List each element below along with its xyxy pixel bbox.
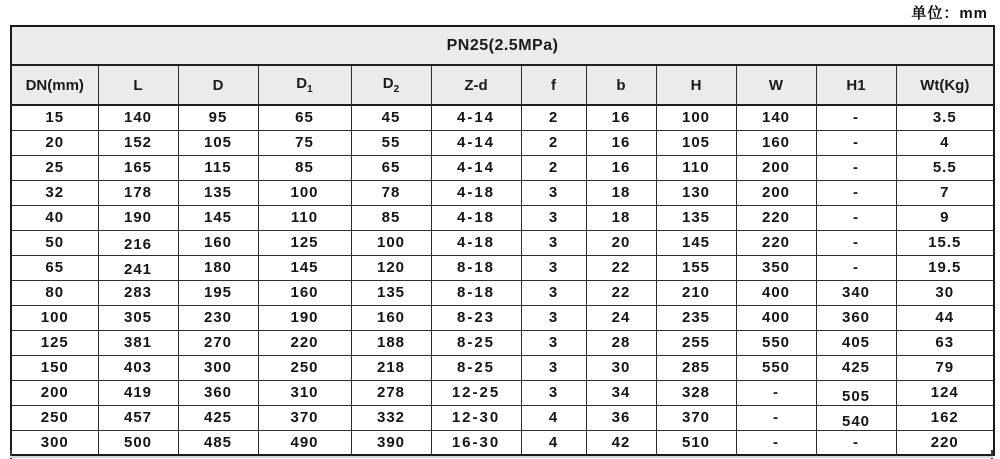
column-header-d1: $D_1$ [258, 65, 351, 105]
table-cell: 135 [178, 180, 258, 205]
table-cell: 255 [656, 330, 736, 355]
table-cell: 505 [816, 384, 896, 409]
table-cell: 190 [258, 305, 351, 330]
column-header-zd: Z-d [431, 65, 521, 105]
table-cell: 8-25 [431, 330, 521, 355]
table-row [11, 180, 994, 205]
table-row [11, 205, 994, 230]
table-cell: 95 [178, 105, 258, 130]
unit-label: 单位：mm [911, 5, 988, 22]
table-cell: 150 [11, 355, 98, 380]
cropped-next-row-line [10, 456, 993, 458]
table-row [11, 105, 994, 130]
table-cell: 78 [351, 180, 431, 205]
table-cell: 4-14 [431, 105, 521, 130]
table-cell: 270 [178, 330, 258, 355]
table-cell: 105 [656, 130, 736, 155]
table-cell: 220 [736, 205, 816, 230]
table-cell: 16 [586, 105, 656, 130]
table-cell: 160 [736, 130, 816, 155]
table-row [11, 155, 994, 180]
table-cell: 160 [178, 230, 258, 255]
table-cell: 162 [896, 405, 994, 430]
table-cell: 125 [11, 330, 98, 355]
table-cell: 44 [896, 305, 994, 330]
table-cell: 4-18 [431, 205, 521, 230]
table-cell: 370 [258, 405, 351, 430]
table-cell: 22 [586, 280, 656, 305]
table-cell: 34 [586, 380, 656, 405]
table-cell: 42 [586, 430, 656, 455]
table-cell: 3 [521, 380, 586, 405]
table-cell: 160 [258, 280, 351, 305]
table-cell: 400 [736, 305, 816, 330]
table-cell: 45 [351, 105, 431, 130]
table-cell: 105 [178, 130, 258, 155]
table-cell: 30 [896, 280, 994, 305]
table-cell: 300 [178, 355, 258, 380]
table-cell: 3.5 [896, 105, 994, 130]
table-cell: 152 [98, 130, 178, 155]
table-cell: 3 [521, 280, 586, 305]
spec-table [10, 25, 995, 456]
table-cell: 100 [351, 230, 431, 255]
table-cell: 79 [896, 355, 994, 380]
table-cell: 165 [98, 155, 178, 180]
table-cell: 50 [11, 230, 98, 255]
table-cell: 328 [656, 380, 736, 405]
table-cell: 425 [178, 405, 258, 430]
table-cell: 3 [521, 205, 586, 230]
table-cell: 25 [11, 155, 98, 180]
table-cell: - [816, 230, 896, 255]
table-cell: 2 [521, 130, 586, 155]
table-cell: 4 [521, 405, 586, 430]
table-cell: 155 [656, 255, 736, 280]
table-cell: 332 [351, 405, 431, 430]
table-cell: 24 [586, 305, 656, 330]
table-cell: 16-30 [431, 430, 521, 455]
column-header-f: f [521, 65, 586, 105]
table-title-row [11, 26, 994, 65]
table-cell: 8-18 [431, 280, 521, 305]
table-cell: 145 [656, 230, 736, 255]
table-cell: 285 [656, 355, 736, 380]
table-cell: 4-14 [431, 155, 521, 180]
table-cell: 110 [656, 155, 736, 180]
table-cell: 300 [11, 430, 98, 455]
table-cell: 12-30 [431, 405, 521, 430]
table-cell: 55 [351, 130, 431, 155]
table-cell: 220 [258, 330, 351, 355]
table-cell: 100 [11, 305, 98, 330]
table-cell: 216 [98, 232, 178, 257]
table-cell: 250 [11, 405, 98, 430]
table-cell: 200 [736, 155, 816, 180]
table-cell: 230 [178, 305, 258, 330]
table-cell: 18 [586, 180, 656, 205]
table-cell: 218 [351, 355, 431, 380]
table-cell: 145 [178, 205, 258, 230]
table-cell: 188 [351, 330, 431, 355]
table-cell: 7 [896, 180, 994, 205]
table-cell: 145 [258, 255, 351, 280]
table-cell: 200 [11, 380, 98, 405]
table-cell: 140 [736, 105, 816, 130]
table-cell: 510 [656, 430, 736, 455]
table-row [11, 380, 994, 405]
column-header-l: L [98, 65, 178, 105]
table-cell: 350 [736, 255, 816, 280]
table-cell: 65 [258, 105, 351, 130]
table-cell: 15 [11, 105, 98, 130]
table-title: PN25(2.5MPa) [11, 26, 994, 65]
column-header-h1: H1 [816, 65, 896, 105]
table-cell: 140 [98, 105, 178, 130]
table-cell: 124 [896, 380, 994, 405]
table-cell: 8-23 [431, 305, 521, 330]
table-cell: - [816, 105, 896, 130]
table-cell: 500 [98, 430, 178, 455]
table-cell: 120 [351, 255, 431, 280]
table-cell: 178 [98, 180, 178, 205]
table-cell: 2 [521, 155, 586, 180]
table-row [11, 355, 994, 380]
table-cell: 30 [586, 355, 656, 380]
table-cell: - [736, 430, 816, 455]
table-cell: 550 [736, 355, 816, 380]
table-cell: 370 [656, 405, 736, 430]
table-row [11, 255, 994, 280]
column-header-h: H [656, 65, 736, 105]
table-cell: 110 [258, 205, 351, 230]
table-cell: 100 [258, 180, 351, 205]
table-row [11, 130, 994, 155]
table-cell: 8-25 [431, 355, 521, 380]
table-row [11, 330, 994, 355]
table-cell: 340 [816, 280, 896, 305]
table-cell: 210 [656, 280, 736, 305]
table-cell: 125 [258, 230, 351, 255]
table-cell: 305 [98, 305, 178, 330]
table-cell: 540 [816, 409, 896, 434]
table-cell: 135 [656, 205, 736, 230]
table-cell: 457 [98, 405, 178, 430]
table-cell: 4-14 [431, 130, 521, 155]
table-cell: 220 [896, 430, 994, 455]
table-cell: 22 [586, 255, 656, 280]
table-cell: - [816, 205, 896, 230]
table-cell: - [736, 405, 816, 430]
table-cell: 200 [736, 180, 816, 205]
table-cell: 80 [11, 280, 98, 305]
table-cell: - [816, 130, 896, 155]
table-cell: - [816, 255, 896, 280]
table-row [11, 230, 994, 255]
table-cell: 490 [258, 430, 351, 455]
table-cell: 16 [586, 155, 656, 180]
table-cell: 20 [11, 130, 98, 155]
column-header-d: D [178, 65, 258, 105]
table-cell: 419 [98, 380, 178, 405]
table-cell: 2 [521, 105, 586, 130]
table-cell: 381 [98, 330, 178, 355]
table-cell: 16 [586, 130, 656, 155]
table-cell: 390 [351, 430, 431, 455]
table-cell: 8-18 [431, 255, 521, 280]
table-cell: - [816, 180, 896, 205]
column-header-dnmm: DN(mm) [11, 65, 98, 105]
table-cell: 18 [586, 205, 656, 230]
table-cell: 190 [98, 205, 178, 230]
column-header-row [11, 65, 994, 105]
table-cell: 4-18 [431, 180, 521, 205]
table-cell: 75 [258, 130, 351, 155]
table-cell: 3 [521, 230, 586, 255]
table-cell: - [816, 430, 896, 455]
table-cell: 40 [11, 205, 98, 230]
table-row [11, 405, 994, 430]
table-cell: 4 [896, 130, 994, 155]
table-cell: 3 [521, 355, 586, 380]
table-cell: 360 [816, 305, 896, 330]
table-row [11, 305, 994, 330]
table-cell: 360 [178, 380, 258, 405]
table-cell: 3 [521, 305, 586, 330]
table-cell: 9 [896, 205, 994, 230]
table-cell: 19.5 [896, 255, 994, 280]
table-cell: 278 [351, 380, 431, 405]
table-cell: 3 [521, 180, 586, 205]
table-cell: 241 [98, 257, 178, 282]
column-header-wtkg: Wt(Kg) [896, 65, 994, 105]
table-cell: 65 [351, 155, 431, 180]
table-cell: 550 [736, 330, 816, 355]
table-cell: 28 [586, 330, 656, 355]
table-cell: 4-18 [431, 230, 521, 255]
table-cell: 3 [521, 330, 586, 355]
table-cell: 63 [896, 330, 994, 355]
table-cell: 3 [521, 255, 586, 280]
table-cell: 15.5 [896, 230, 994, 255]
table-cell: 4 [521, 430, 586, 455]
table-cell: 20 [586, 230, 656, 255]
table-cell: 425 [816, 355, 896, 380]
table-cell: 85 [258, 155, 351, 180]
table-cell: 220 [736, 230, 816, 255]
column-header-w: W [736, 65, 816, 105]
table-row [11, 280, 994, 305]
table-cell: 65 [11, 255, 98, 280]
table-cell: 405 [816, 330, 896, 355]
table-cell: 235 [656, 305, 736, 330]
table-cell: 403 [98, 355, 178, 380]
table-cell: 100 [656, 105, 736, 130]
table-cell: 180 [178, 255, 258, 280]
table-cell: 400 [736, 280, 816, 305]
table-cell: - [816, 155, 896, 180]
table-cell: 135 [351, 280, 431, 305]
table-cell: 85 [351, 205, 431, 230]
table-cell: 310 [258, 380, 351, 405]
table-cell: 115 [178, 155, 258, 180]
table-cell: 195 [178, 280, 258, 305]
table-cell: 32 [11, 180, 98, 205]
table-cell: - [736, 380, 816, 405]
column-header-d2: $D_2$ [351, 65, 431, 105]
table-cell: 130 [656, 180, 736, 205]
table-cell: 250 [258, 355, 351, 380]
table-cell: 485 [178, 430, 258, 455]
column-header-b: b [586, 65, 656, 105]
table-cell: 36 [586, 405, 656, 430]
table-cell: 160 [351, 305, 431, 330]
table-body [11, 105, 994, 455]
table-cell: 283 [98, 280, 178, 305]
table-cell: 12-25 [431, 380, 521, 405]
table-cell: 5.5 [896, 155, 994, 180]
